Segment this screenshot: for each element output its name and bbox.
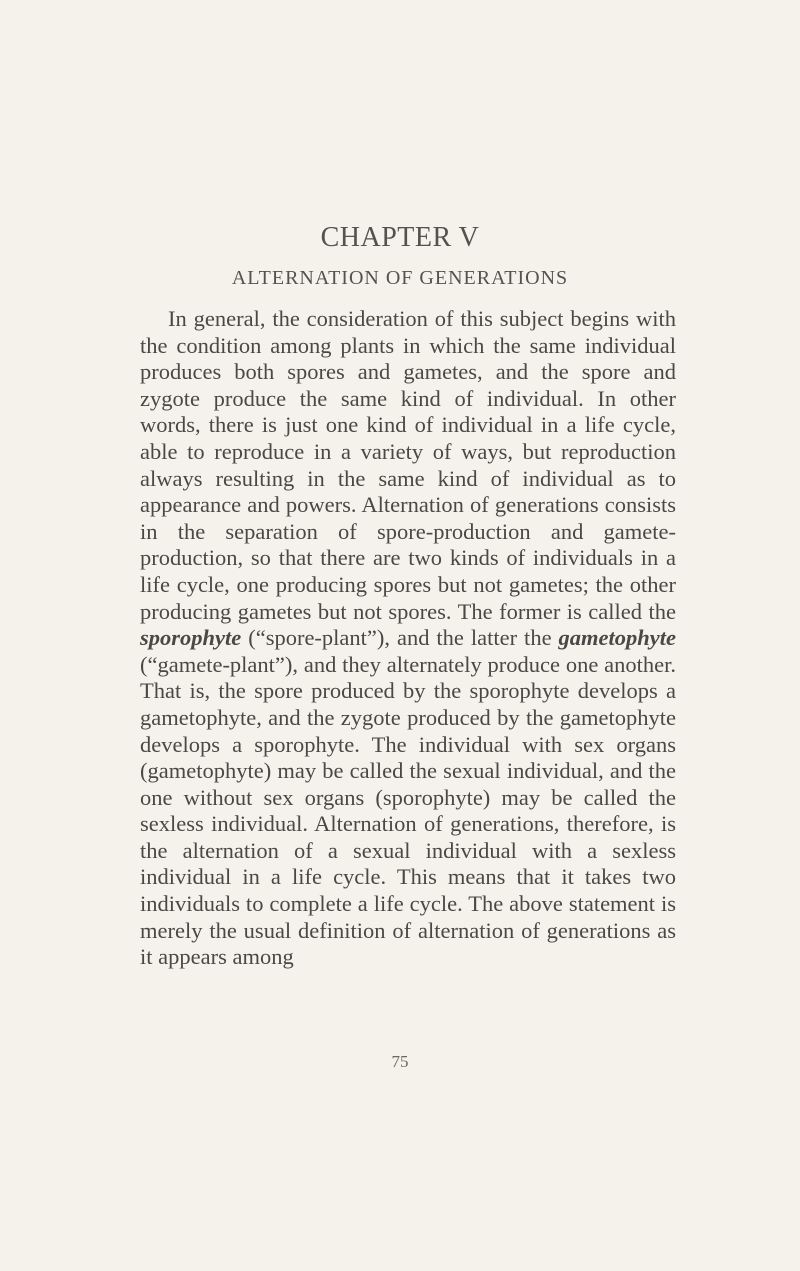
page-number: 75 (391, 1052, 409, 1071)
paragraph-text-1: In general, the consideration of this subject begins with the condition among plants in which the same individual produces both spores and gametes, and the spore and zygote produce the same kind of individual. In other words, there is just one kind of individual in a life cycle, able to reproduce in a variety of ways, but reproduction always resulting in the same kind of individual as to appearance and powers. Alternation of generations consists in the separation of spore-production and gamete-production, so that there are two kinds of individuals in a life cycle, one producing spores but not gametes; the other producing gametes but not spores. The former is called the (140, 306, 676, 624)
term-sporophyte: sporophyte (140, 625, 242, 651)
chapter-heading: CHAPTER V (320, 222, 480, 253)
body-text (140, 306, 676, 971)
term-gametophyte: gametophyte (558, 625, 676, 651)
paragraph-text-2: (“spore-plant”), and the latter the (241, 625, 559, 651)
chapter-title: ALTERNATION OF GENERATIONS (231, 267, 569, 289)
paragraph-text-3: (“gamete-plant”), and they alternately produce one another. That is, the spore produced by the sporophyte develops a gametophyte, and the zygote produced by the gametophyte develops a sporophyte. The individual with sex organs (gametophyte) may be called the sexual individual, and the one without sex organs (sporophyte) may be called the sexless individual. Alternation of generations, therefore, is the alternation of a sexual individual with a sexless individual in a life cycle. This means that it takes two individuals to complete a life cycle. The above statement is merely the usual definition of alternation of generations as it appears among (140, 651, 676, 970)
paragraph (140, 306, 676, 971)
